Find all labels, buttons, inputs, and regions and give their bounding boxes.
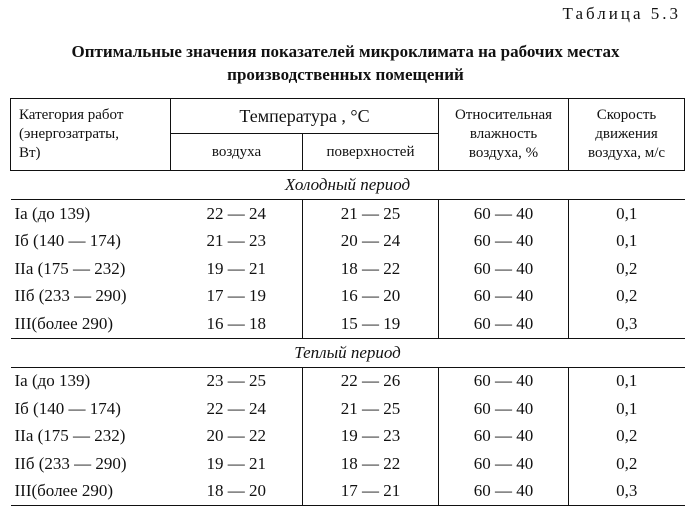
header-air-speed (569, 99, 685, 171)
cell-humidity: 60 — 40 (439, 423, 569, 451)
cell-category: Iа (до 139) (14, 371, 91, 391)
table-row (11, 283, 685, 311)
cell-humidity: 60 — 40 (439, 367, 569, 395)
cell-air-speed: 0,2 (569, 283, 685, 311)
cell-surface-temp: 17 — 21 (303, 478, 439, 506)
cell-air-speed: 0,3 (569, 478, 685, 506)
cell-air-temp: 19 — 21 (171, 450, 303, 478)
cell-humidity: 60 — 40 (439, 200, 569, 228)
cell-humidity: 60 — 40 (439, 228, 569, 256)
cell-category: IIб (233 — 290) (14, 286, 127, 306)
period-title: Холодный период (11, 171, 685, 200)
table-row (11, 367, 685, 395)
cell-surface-temp: 18 — 22 (303, 450, 439, 478)
header-category-line-1: Категория работ (19, 107, 124, 123)
cell-surface-temp: 21 — 25 (303, 395, 439, 423)
cell-air-temp: 21 — 23 (171, 228, 303, 256)
cell-humidity: 60 — 40 (439, 283, 569, 311)
cell-category: IIа (175 — 232) (14, 426, 126, 446)
table-row (11, 423, 685, 451)
cell-surface-temp: 19 — 23 (303, 423, 439, 451)
cell-surface-temp: 15 — 19 (303, 310, 439, 338)
cell-air-temp: 18 — 20 (171, 478, 303, 506)
header-humidity (439, 99, 569, 171)
cell-air-speed: 0,3 (569, 310, 685, 338)
table-row (11, 255, 685, 283)
caption-line-2: производственных помещений (227, 65, 464, 84)
cell-surface-temp: 16 — 20 (303, 283, 439, 311)
microclimate-table (10, 98, 685, 506)
cell-surface-temp: 18 — 22 (303, 255, 439, 283)
cell-air-temp: 23 — 25 (171, 367, 303, 395)
cell-category: IIб (233 — 290) (14, 453, 127, 473)
header-surface-temp: поверхностей (303, 134, 439, 171)
table-row (11, 200, 685, 228)
cell-air-temp: 22 — 24 (171, 395, 303, 423)
period-header-row (11, 171, 685, 200)
period-header-row (11, 338, 685, 367)
cell-air-speed: 0,2 (569, 450, 685, 478)
cell-category: III(более 290) (11, 478, 171, 506)
cell-surface-temp: 20 — 24 (303, 228, 439, 256)
table-caption (0, 40, 691, 86)
header-category-line-3: Вт) (19, 145, 41, 161)
caption-line-1: Оптимальные значения показателей микроклимата на рабочих местах (71, 42, 620, 61)
header-air-temp: воздуха (171, 134, 303, 171)
cell-humidity: 60 — 40 (439, 255, 569, 283)
header-humidity-line-3: воздуха, % (468, 145, 539, 161)
period-title: Теплый период (11, 338, 685, 367)
cell-humidity: 60 — 40 (439, 395, 569, 423)
cell-humidity: 60 — 40 (439, 310, 569, 338)
cell-category: Iа (до 139) (14, 203, 91, 223)
cell-category: III(более 290) (14, 313, 114, 333)
cell-air-speed: 0,1 (569, 367, 685, 395)
cell-air-speed: 0,1 (569, 200, 685, 228)
table-row (11, 478, 685, 506)
table-row (11, 228, 685, 256)
header-speed-line-1: Скорость (596, 107, 657, 123)
cell-air-speed: 0,2 (569, 255, 685, 283)
table-row (11, 395, 685, 423)
cell-category: Iб (140 — 174) (14, 398, 121, 418)
cell-air-temp: 19 — 21 (171, 255, 303, 283)
table-row (11, 310, 685, 338)
header-category (11, 99, 171, 171)
header-speed-line-2: движения (595, 126, 658, 142)
cell-category: Iб (140 — 174) (14, 231, 121, 251)
cell-surface-temp: 22 — 26 (303, 367, 439, 395)
cell-air-temp: 20 — 22 (171, 423, 303, 451)
header-speed-line-3: воздуха, м/с (587, 145, 666, 161)
cell-category: IIа (175 — 232) (14, 258, 126, 278)
cell-surface-temp: 21 — 25 (303, 200, 439, 228)
header-humidity-line-1: Относительная (454, 107, 553, 123)
header-temperature: Температура , °C (171, 99, 439, 134)
cell-air-temp: 16 — 18 (171, 310, 303, 338)
header-humidity-line-2: влажность (469, 126, 538, 142)
header-category-line-2: (энергозатраты, (19, 126, 119, 142)
cell-air-speed: 0,1 (569, 228, 685, 256)
table-row (11, 450, 685, 478)
table-body (11, 171, 685, 506)
cell-air-speed: 0,1 (569, 395, 685, 423)
table-number: Таблица 5.3 (562, 4, 681, 23)
cell-air-temp: 17 — 19 (171, 283, 303, 311)
cell-humidity: 60 — 40 (439, 450, 569, 478)
cell-humidity: 60 — 40 (439, 478, 569, 506)
cell-air-speed: 0,2 (569, 423, 685, 451)
cell-air-temp: 22 — 24 (171, 200, 303, 228)
